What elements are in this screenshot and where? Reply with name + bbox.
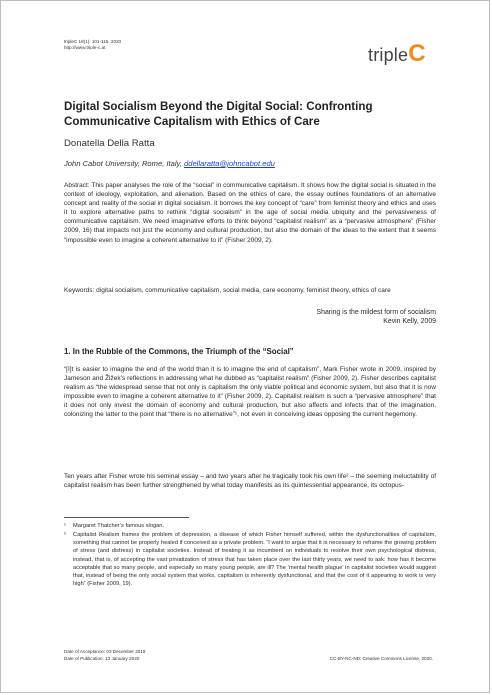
footnote-mark: ¹ [64,523,66,529]
footnote-text: Capitalist Realism frames the problem of depression, a disease of which Fisher himself suffered, within the dysfunctionalities of capitalism, something that cannot be properly healed if conceived as a private problem. “I want to argue that it is necessary to reframe the growing problem of stress (and distress) in capitalist societies. Instead of treating it as incumbent on individuals to resolve their own psychological distress, instead, that is, of accepting the vast privatization of stress that has taken place over the last thirty years, we need to ask: how has it become acceptable that so many people, and especially so many young people, are ill? The ‘mental health plague’ in capitalist societies would suggest that, instead of being the only social system that works, capitalism is inherently dysfunctional, and that the cost of it appearing to work is very high” (Fisher 2009, 19). [73,532,436,588]
footnote [64,522,436,530]
footnote-divider [64,517,189,518]
epigraph-quote: Sharing is the mildest form of socialism [316,309,436,316]
author-name: Donatella Della Ratta [64,138,155,149]
abstract: Abstract: This paper analyses the role of the “social” in communicative capitalism. It shows how the digital social is situated in the context of ideology, exploitation, and alienation. Based on the ethics of care, the essay outlines foundations of an alternative concept and reality of the social in digital socialism. It borrows the key concept of “care” from feminist theory and ethics and uses it to explore alternative paths to rethink “digital socialism” in the age of social media ubiquity and the pervasiveness of communicative capitalism. We need imaginative efforts to think beyond “capitalist realism” as a “pervasive atmosphere” (Fisher 2009, 16) that impacts not just the economy and cultural production, but also the domain of the ideas to the extent that it seems “impossible even to imagine a coherent alternative to it” (Fisher 2009, 2). [64,182,436,244]
author-affiliation [64,159,275,168]
publication-date: Date of Publication: 13 January 2020 [64,656,140,661]
affiliation-text: John Cabot University, Rome, Italy, [64,159,182,168]
article-title: Digital Socialism Beyond the Digital Social: Confronting Communicative Capitalism with Ethics of Care [64,100,373,128]
triplec-logo: tripleC [368,40,426,67]
publication-dates [64,648,145,662]
body-paragraph: “[I]t is easier to imagine the end of the world than it is to imagine the end of capitalism”, Mark Fisher wrote in 2009, inspired by Jameson and Žižek’s reflections in addressing what he dubbed as “capitalist realism” (Fisher 2009, 2). Fisher describes capitalist realism as “the widespread sense that not only is capitalism the only viable political and economic system, but also that it is now impossible even to imagine a coherent alternative to it” (Fisher 2009, 2). Capitalist realism is such a “pervasive atmosphere” that it does not only invest the domain of economy and cultural production, but also affects and infects that of the imagination, colonizing the latter to the point that “there is no alternative”¹, not even in conceiving ideas opposing the current hegemony. [64,366,436,419]
journal-url[interactable]: http://www.triple-c.at [64,45,106,50]
keywords: Keywords: digital socialism, communicative capitalism, social media, care economy, feminist theory, ethics of care [64,287,391,294]
footnote-text: Margaret Thatcher’s famous slogan. [73,523,165,529]
footnote [64,531,436,588]
acceptance-date: Date of Acceptance: 03 December 2019 [64,649,146,654]
body-paragraph: Ten years after Fisher wrote his seminal essay – and two years after he tragically took his own life² – the seeming ineluctability of capitalist realism has been further strengthened by what today manifests as its quintessential appearance, its octopus- [64,473,436,490]
footnote-mark: ² [64,532,66,538]
section-heading: 1. In the Rubble of the Commons, the Triumph of the “Social” [64,347,294,356]
epigraph [251,308,436,327]
journal-header [64,39,121,51]
journal-citation: tripleC 18(1): 101-115, 2020 [64,39,122,44]
license-note: CC-BY-NC-ND: Creative Commons License, 2020. [329,656,433,661]
author-email-link[interactable]: ddellaratta@johncabot.edu [184,159,275,168]
epigraph-source: Kevin Kelly, 2009 [383,318,436,326]
